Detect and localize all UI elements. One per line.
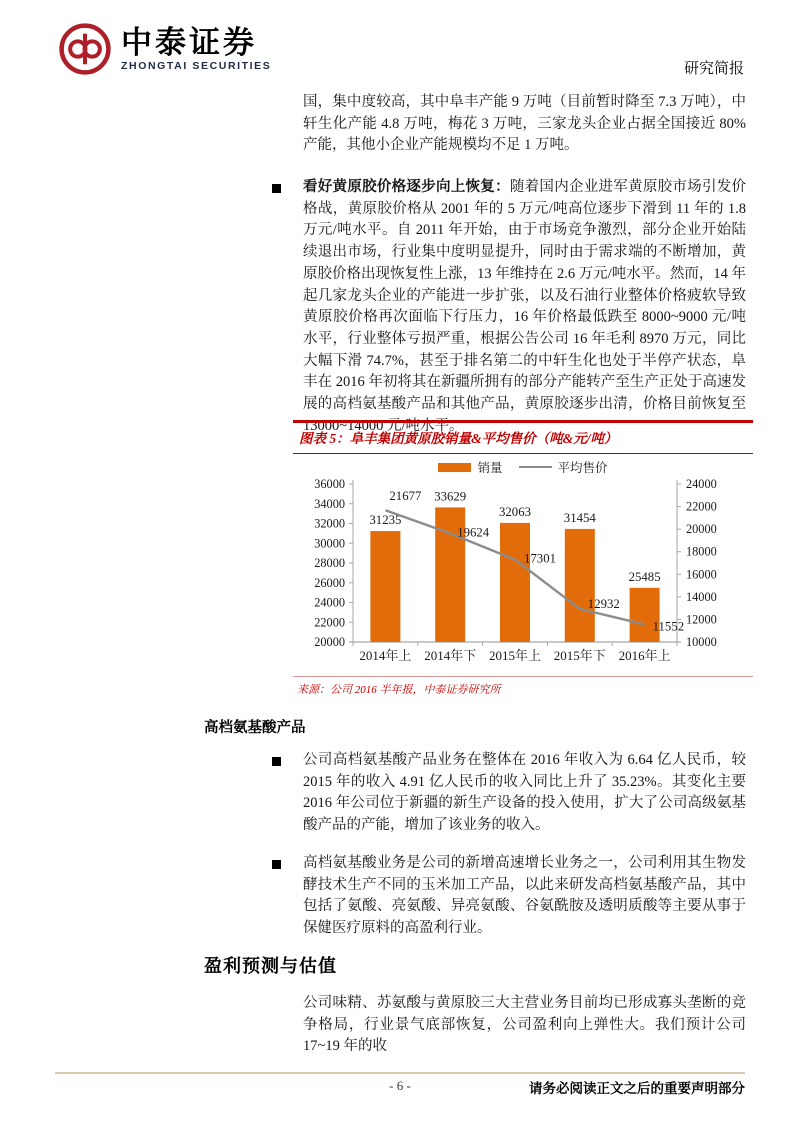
svg-text:24000: 24000 <box>314 595 345 610</box>
bullet-marker <box>272 757 281 766</box>
svg-text:25485: 25485 <box>628 569 661 584</box>
figure-title-bar <box>293 420 753 454</box>
zhongtai-logo-icon <box>58 22 112 76</box>
svg-text:32000: 32000 <box>314 516 345 531</box>
company-name-en: ZHONGTAI SECURITIES <box>121 60 272 72</box>
paragraph-xanthan-price <box>303 177 746 437</box>
svg-text:2014年下: 2014年下 <box>424 648 477 663</box>
paragraph-amino-revenue: 公司高档氨基酸产品业务在整体在 2016 年收入为 6.64 亿人民币，较 2015 年的收入 4.91 亿人民币的收入同比上升了 35.23%。其变化主要 2016 年公司位于新疆的新生产设备的投入使用，扩大了公司高级氨基酸产品的产能，增加了该业务的收入。 <box>303 752 746 834</box>
legend-item-sales <box>438 458 502 476</box>
bar-swatch-icon <box>438 463 471 472</box>
svg-text:2015年上: 2015年上 <box>488 648 542 663</box>
figure-source: 来源：公司 2016 半年报，中泰证券研究所 <box>293 676 753 697</box>
svg-text:20000: 20000 <box>686 522 717 537</box>
line-swatch-icon <box>519 466 552 469</box>
footer-divider <box>55 1072 745 1074</box>
svg-text:2016年上: 2016年上 <box>618 648 671 663</box>
logo-text <box>121 26 271 72</box>
chart-plot-area <box>293 452 753 672</box>
svg-text:19624: 19624 <box>457 525 490 540</box>
svg-text:22000: 22000 <box>314 615 345 630</box>
page-number: - 6 - <box>389 1078 411 1093</box>
svg-text:28000: 28000 <box>314 556 345 570</box>
svg-text:12932: 12932 <box>587 596 620 611</box>
svg-text:33629: 33629 <box>434 489 467 504</box>
bullet-marker <box>272 860 281 869</box>
doc-type-label: 研究简报 <box>683 61 744 77</box>
svg-text:31235: 31235 <box>369 513 402 528</box>
svg-text:2014年上: 2014年上 <box>359 648 412 663</box>
svg-text:21677: 21677 <box>389 489 422 504</box>
svg-text:24000: 24000 <box>686 477 717 491</box>
svg-text:11552: 11552 <box>652 619 685 634</box>
legend-label-sales: 销量 <box>477 461 503 475</box>
paragraph-amino-business: 高档氨基酸业务是公司的新增高速增长业务之一，公司利用其生物发酵技术生产不同的玉米加工产品，以此来研发高档氨基酸产品，其中包括了氨酸、亮氨酸、异亮氨酸、谷氨酰胺及透明质酸等主要从事于保健医疗原料的高盈利行业。 <box>303 855 746 937</box>
section-heading-profit: 盈利预测与估值 <box>204 956 337 976</box>
sales-price-chart <box>293 452 753 672</box>
svg-text:26000: 26000 <box>314 575 345 590</box>
paragraph-profit-forecast: 公司味精、苏氨酸与黄原胶三大主营业务目前均已形成寡头垄断的竞争格局，行业景气底部恢复，公司盈利向上弹性大。我们预计公司 17~19 年的收 <box>303 995 746 1055</box>
svg-text:34000: 34000 <box>314 496 345 511</box>
company-logo <box>58 22 271 76</box>
figure-title: 图表 5：阜丰集团黄原胶销量&平均售价（吨&元/吨） <box>299 431 618 446</box>
svg-text:12000: 12000 <box>686 612 717 627</box>
svg-text:22000: 22000 <box>686 499 717 514</box>
footer-disclaimer: 请务必阅读正文之后的重要声明部分 <box>529 1081 745 1096</box>
svg-text:10000: 10000 <box>686 635 717 649</box>
paragraph-market-concentration: 国，集中度较高，其中阜丰产能 9 万吨（目前暂时降至 7.3 万吨），中轩生化产能 4.8 万吨，梅花 3 万吨，三家龙头企业占据全国接近 80%产能，其他小企业产能规模均不足 1 万吨。 <box>303 94 746 154</box>
bullet-marker <box>272 184 281 193</box>
svg-text:32063: 32063 <box>499 504 531 519</box>
bullet-body: 随着国内企业进军黄原胶市场引发价格战，黄原胶价格从 2001 年的 5 万元/吨高位逐步下滑到 11 年的 1.8 万元/吨水平。自 2011 年开始，由于市场竞争激烈，部分企业开始陆续退出市场，行业集中度明显提升，同时由于需求端的不断增加，黄原胶价格出现恢复性上涨，13 年维持在 2.6 万元/吨水平。然而，14 年起几家龙头企业的产能进一步扩张，以及石油行业整体价格疲软导致黄原胶价格再次面临下行压力，16 年价格最低跌至 8000~9000 元/吨水平，行业整体亏损严重，根据公告公司 16 年毛利 8970 万元，同比大幅下滑 74.7%，甚至于排名第二的中轩生化也处于半停产状态，阜丰在 2016 年初将其在新疆所拥有的部分产能转产至生产正处于高速发展的高档氨基酸产品和其他产品，黄原胶逐步出清，价格目前恢复至 13000~14000 元/吨水平。 <box>303 179 747 434</box>
company-name-cn: 中泰证券 <box>121 25 257 60</box>
bullet-lead: 看好黄原胶价格逐步向上恢复： <box>303 179 510 195</box>
svg-text:31454: 31454 <box>563 510 596 525</box>
chart-legend <box>293 458 753 476</box>
legend-item-price <box>519 458 608 476</box>
svg-text:18000: 18000 <box>686 544 717 559</box>
section-heading-amino: 高档氨基酸产品 <box>204 720 306 736</box>
svg-text:17301: 17301 <box>524 551 556 566</box>
svg-text:36000: 36000 <box>314 477 345 491</box>
svg-text:30000: 30000 <box>314 536 345 551</box>
svg-text:14000: 14000 <box>686 589 717 604</box>
legend-label-price: 平均售价 <box>557 461 608 475</box>
svg-text:2015年下: 2015年下 <box>553 648 606 663</box>
svg-text:16000: 16000 <box>686 567 717 582</box>
svg-text:20000: 20000 <box>314 635 345 649</box>
